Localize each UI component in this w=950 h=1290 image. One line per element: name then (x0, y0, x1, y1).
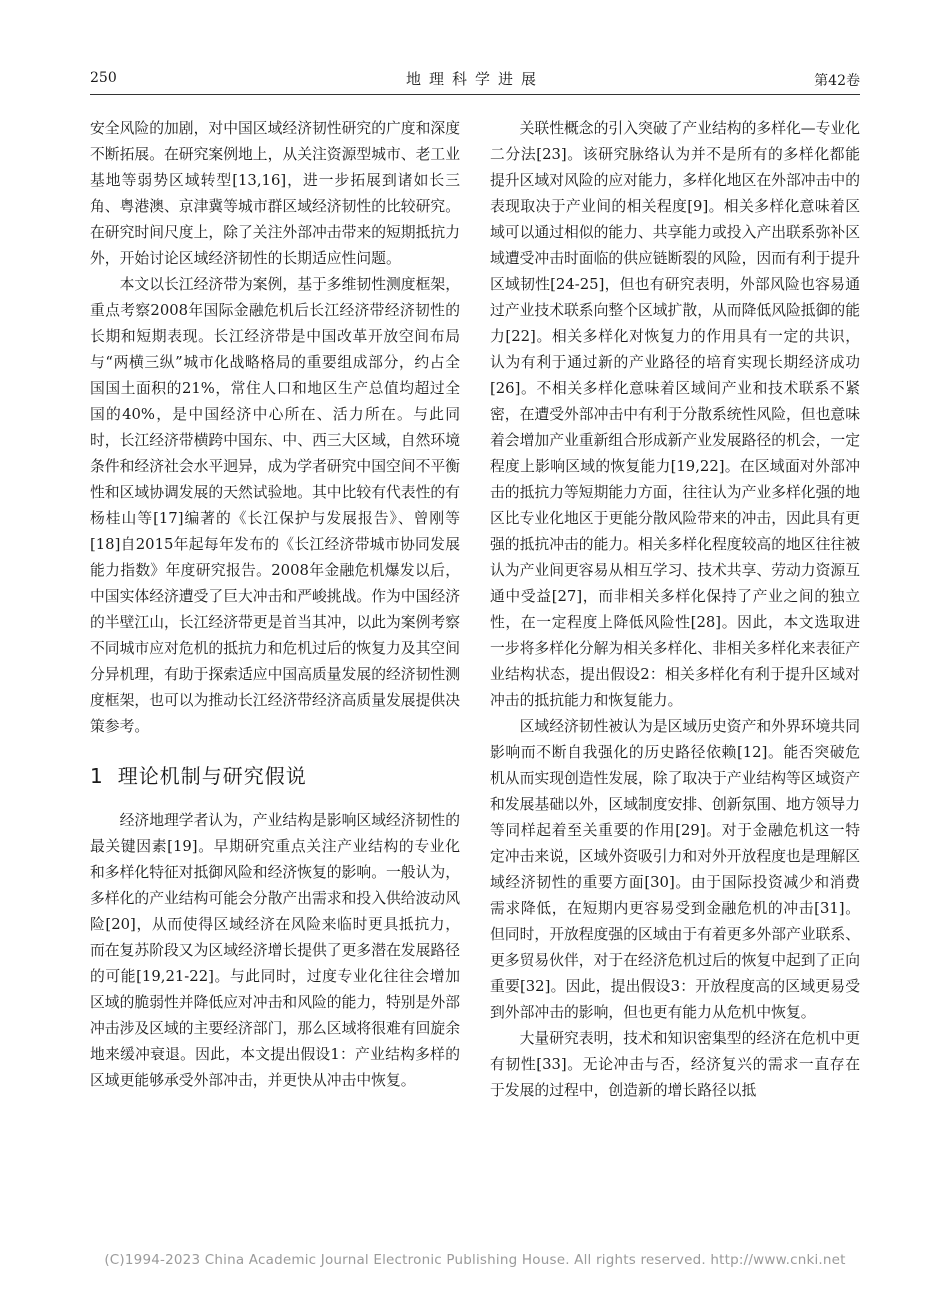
page-header (90, 66, 860, 95)
page-number: 250 (90, 70, 117, 86)
section-heading (90, 762, 460, 790)
copyright-footer: (C)1994-2023 China Academic Journal Electronic Publishing House. All rights reserved. http://www.cnki.net (104, 1252, 846, 1268)
left-column (90, 116, 460, 1094)
paragraph: 关联性概念的引入突破了产业结构的多样化—专业化二分法[23]。该研究脉络认为并不是所有的多样化都能提升区域对风险的应对能力，多样化地区在外部冲击中的表现取决于产业间的相关程度[9]。相关多样化意味着区域可以通过相似的能力、共享能力或投入产出联系弥补区域遭受冲击时面临的供应链断裂的风险，因而有利于提升区域韧性[24-25]，但也有研究表明，外部风险也容易通过产业技术联系向整个区域扩散，从而降低风险抵御的能力[22]。相关多样化对恢复力的作用具有一定的共识，认为有利于通过新的产业路径的培育实现长期经济成功[26]。不相关多样化意味着区域间产业和技术联系不紧密，在遭受外部冲击中有利于分散系统性风险，但也意味着会增加产业重新组合形成新产业发展路径的机会，一定程度上影响区域的恢复能力[19,22]。在区域面对外部冲击的抵抗力等短期能力方面，往往认为产业多样化强的地区比专业化地区于更能分散风险带来的冲击，因此具有更强的抵抗冲击的能力。相关多样化程度较高的地区往往被认为产业间更容易从相互学习、技术共享、劳动力资源互通中受益[27]，而非相关多样化保持了产业之间的独立性，在一定程度上降低风险性[28]。因此，本文选取进一步将多样化分解为相关多样化、非相关多样化来表征产业结构状态，提出假设2：相关多样化有利于提升区域对冲击的抵抗能力和恢复能力。 (490, 120, 860, 709)
paragraph: 大量研究表明，技术和知识密集型的经济在危机中更有韧性[33]。无论冲击与否，经济复兴的需求一直存在于发展的过程中，创造新的增长路径以抵 (490, 1030, 860, 1099)
section-title: 理论机制与研究假说 (117, 764, 307, 788)
paragraph: 本文以长江经济带为案例，基于多维韧性测度框架，重点考察2008年国际金融危机后长江经济带经济韧性的长期和短期表现。长江经济带是中国改革开放空间布局与“两横三纵”城市化战略格局的重要组成部分，约占全国国土面积的21%，常住人口和地区生产总值均超过全国的40%，是中国经济中心所在、活力所在。与此同时，长江经济带横跨中国东、中、西三大区域，自然环境条件和经济社会水平迥异，成为学者研究中国空间不平衡性和区域协调发展的天然试验地。其中比较有代表性的有杨桂山等[17]编著的《长江保护与发展报告》、曾刚等[18]自2015年起每年发布的《长江经济带城市协同发展能力指数》年度研究报告。2008年金融危机爆发以后，中国实体经济遭受了巨大冲击和严峻挑战。作为中国经济的半壁江山，长江经济带更是首当其冲，以此为案例考察不同城市应对危机的抵抗力和危机过后的恢复力及其空间分异机理，有助于探索适应中国高质量发展的经济韧性测度框架，也可以为推动长江经济带经济高质量发展提供决策参考。 (90, 276, 460, 735)
paragraph: 区域经济韧性被认为是区域历史资产和外界环境共同影响而不断自我强化的历史路径依赖[12]。能否突破危机从而实现创造性发展，除了取决于产业结构等区域资产和发展基础以外，区域制度安排、创新氛围、地方领导力等同样起着至关重要的作用[29]。对于金融危机这一特定冲击来说，区域外资吸引力和对外开放程度也是理解区域经济韧性的重要方面[30]。由于国际投资减少和消费需求降低，在短期内更容易受到金融危机的冲击[31]。但同时，开放程度强的区域由于有着更多外部产业联系、更多贸易伙伴，对于在经济危机过后的恢复中起到了正向重要[32]。因此，提出假设3：开放程度高的区域更易受到外部冲击的影响，但也更有能力从危机中恢复。 (490, 718, 860, 1021)
volume-label: 第42卷 (814, 73, 860, 89)
journal-title: 地理科学进展 (405, 70, 544, 88)
section-number: 1 (90, 764, 104, 788)
paragraph: 安全风险的加剧，对中国区域经济韧性研究的广度和深度不断拓展。在研究案例地上，从关注资源型城市、老工业基地等弱势区域转型[13,16]，进一步拓展到诸如长三角、粤港澳、京津冀等城市群区域经济韧性的比较研究。在研究时间尺度上，除了关注外部冲击带来的短期抵抗力外，开始讨论区域经济韧性的长期适应性问题。 (90, 120, 460, 267)
paragraph: 经济地理学者认为，产业结构是影响区域经济韧性的最关键因素[19]。早期研究重点关注产业结构的专业化和多样化特征对抵御风险和经济恢复的影响。一般认为，多样化的产业结构可能会分散产出需求和投入供给波动风险[20]，从而使得区域经济在风险来临时更具抵抗力，而在复苏阶段又为区域经济增长提供了更多潜在发展路径的可能[19,21-22]。与此同时，过度专业化往往会增加区域的脆弱性并降低应对冲击和风险的能力，特别是外部冲击涉及区域的主要经济部门，那么区域将很难有回旋余地来缓冲衰退。因此，本文提出假设1：产业结构多样的区域更能够承受外部冲击，并更快从冲击中恢复。 (90, 812, 460, 1089)
right-column (490, 116, 860, 1104)
